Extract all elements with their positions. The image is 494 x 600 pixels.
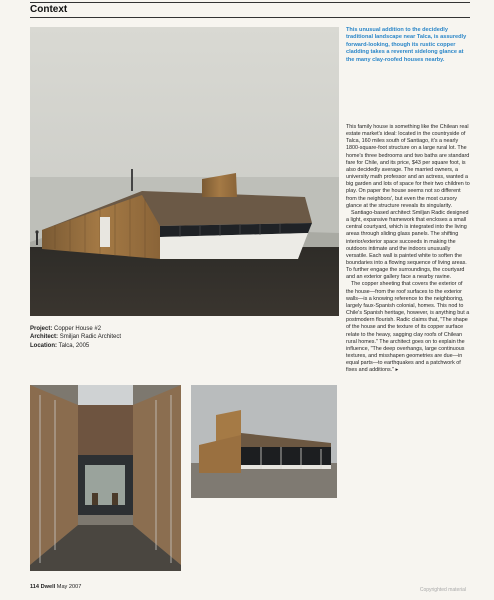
photo-caption: This unusual addition to the decidedly traditional landscape near Talca, is assuredly forward-looking, though its rustic copper cladding takes a reverent sidelong glance at the many clay-roofed houses nearby. [346, 27, 467, 63]
magazine-name: Dwell [40, 584, 56, 590]
paragraph-2: Santiago-based architect Smiljan Radic designed a light, expansive framework that encloses a small central courtyard, which is integrated into the living areas through sliding glass panels. The shifting interior/exterior space succeeds in making the outdoors intimate and the indoors unusually versatile. Each wall is painted white to soften the boundaries into a flowing sequence of living areas. To further engage the surroundings, the courtyard and an exterior gallery face a nearby ravine. [346, 209, 469, 281]
location-label: Location: [30, 342, 57, 349]
issue-date: May 2007 [56, 584, 82, 590]
project-info [30, 325, 330, 350]
section-label: Context [30, 4, 68, 15]
project-value: Copper House #2 [54, 326, 102, 332]
architect-value: Smiljan Radic Architect [59, 334, 122, 341]
page-number: 114 [30, 584, 40, 590]
paragraph-1: This family house is something like the Chilean real estate market's ideal: located in the countryside of Talca, 160 miles south of Santiago, it's a nearly 1800-square-foot structure on a large rural lot. The home's three bedrooms and two baths are standard fare for Chile, and its price, $43 per square foot, is also decidedly average. The married owners, a university math professor and an actress, wanted a big garden and lots of space for their two children to play. On paper the house seems not so different from the neighbors', but even the most cursory glance at the structure reveals its singularity. [346, 124, 470, 209]
paragraph-3: The copper sheeting that covers the exterior of the house—from the roof surfaces to the exterior walls—is a knowing reference to the neighboring, largely faux-Spanish colonial, homes. This nod to Chile's Spanish heritage, however, is anything but a postmodern flourish. Radic claims that, "The shape of the house and the texture of its copper surface relate to the heavy, sagging clay roofs of Chilean rural homes." The architect goes on to explain the influence, "The deep overhangs, large continuous textures, and misshapen geometries are due—in equal parts—to earthquakes and a patchwork of fixes and additions." ▸ [346, 281, 470, 374]
header-rule [30, 17, 470, 18]
architect-row [30, 333, 330, 341]
project-row [30, 325, 330, 333]
page-footer [30, 584, 81, 590]
header-top-rule [30, 2, 470, 3]
location-row [30, 342, 330, 350]
article-body [346, 124, 470, 374]
location-value: Talca, 2005 [58, 342, 90, 349]
courtyard-photo [30, 385, 181, 571]
project-label: Project: [30, 326, 53, 332]
hero-photo [30, 27, 339, 316]
exterior-photo [191, 385, 337, 498]
copyright-watermark: Copyrighted material [419, 587, 466, 593]
architect-label: Architect: [30, 334, 59, 341]
